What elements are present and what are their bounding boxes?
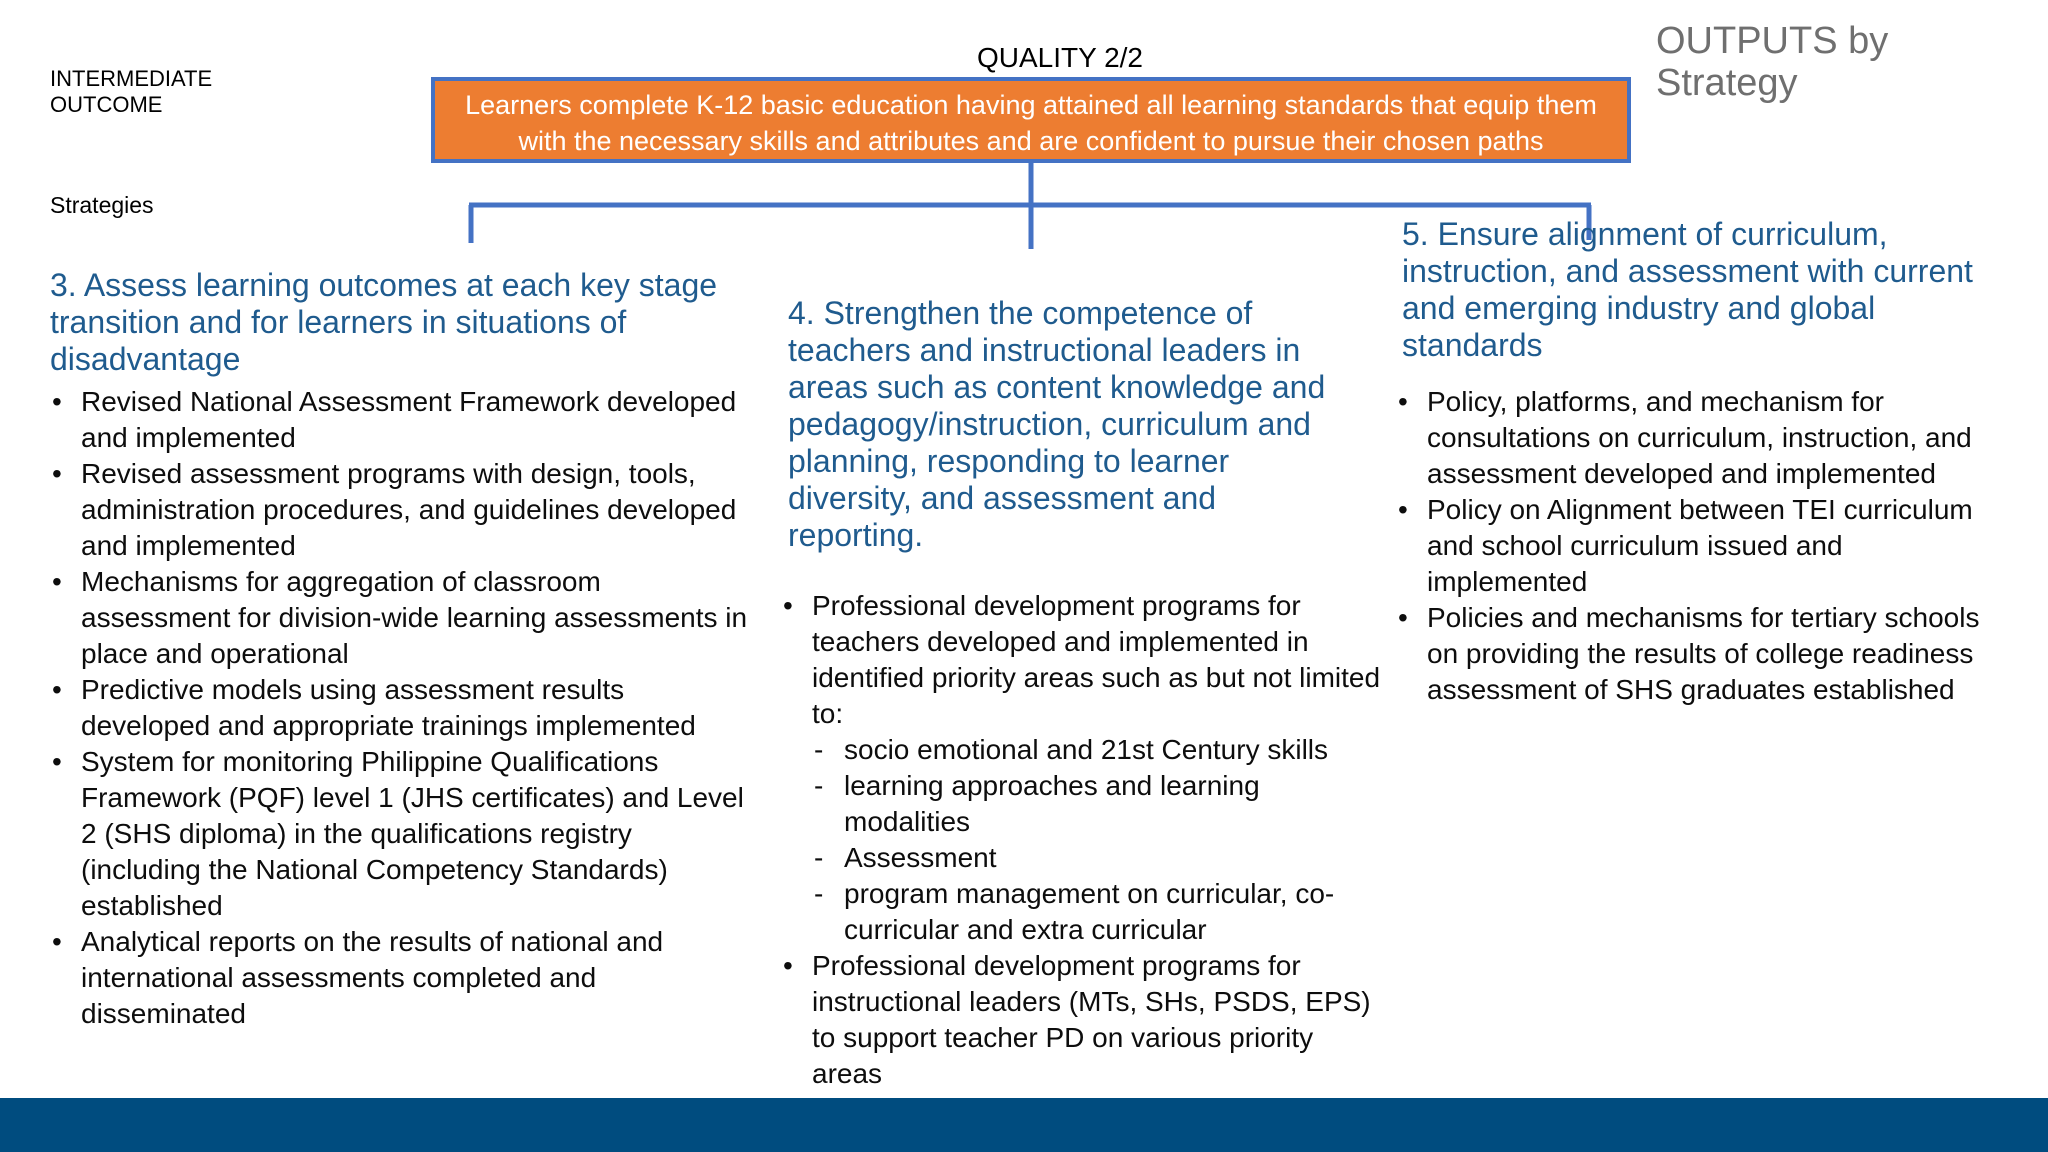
output-text: Professional development programs for instructional leaders (MTs, SHs, PSDS, EPS) to support teacher PD on various priority areas — [812, 950, 1371, 1089]
list-item — [50, 384, 750, 456]
bullet-icon: • — [52, 674, 62, 705]
output-text: Policy on Alignment between TEI curriculum and school curriculum issued and implemented — [1427, 494, 1973, 597]
strategy-4-heading: 4. Strengthen the competence of teachers and instructional leaders in areas such as content knowledge and pedagogy/instruction, curriculum and planning, responding to learner diversity, and assessment and reporting. — [788, 295, 1326, 553]
output-text: Predictive models using assessment results developed and appropriate trainings implemented — [81, 674, 696, 741]
list-item — [1396, 492, 1996, 600]
bullet-icon: • — [52, 566, 62, 597]
dash-icon: - — [814, 842, 824, 873]
output-text: Professional development programs for teachers developed and implemented in identified priority areas such as but not limited to: — [812, 590, 1381, 729]
output-text: Policy, platforms, and mechanism for consultations on curriculum, instruction, and assessment developed and implemented — [1427, 386, 1972, 489]
bullet-icon: • — [783, 590, 793, 621]
sub-list-item — [812, 732, 1381, 768]
output-text: Revised National Assessment Framework developed and implemented — [81, 386, 737, 453]
bullet-icon: • — [52, 386, 62, 417]
output-text: Revised assessment programs with design, tools, administration procedures, and guidelines developed and implemented — [81, 458, 737, 561]
dash-icon: - — [814, 770, 824, 801]
bullet-icon: • — [52, 926, 62, 957]
list-item — [50, 564, 750, 672]
sub-list — [812, 732, 1381, 948]
strategies-label: Strategies — [50, 192, 154, 218]
output-text: Analytical reports on the results of national and international assessments completed and disseminated — [81, 926, 664, 1029]
list-item — [50, 672, 750, 744]
bullet-icon: • — [1398, 494, 1408, 525]
bullet-icon: • — [1398, 386, 1408, 417]
list-item — [1396, 384, 1996, 492]
bullet-icon: • — [783, 950, 793, 981]
bullet-icon: • — [52, 458, 62, 489]
dash-icon: - — [814, 878, 824, 909]
sub-item-text: socio emotional and 21st Century skills — [844, 734, 1329, 765]
outputs-by-strategy-title: OUTPUTS by Strategy — [1656, 20, 1889, 104]
strategy-3-heading: 3. Assess learning outcomes at each key stage transition and for learners in situations of disadvantage — [50, 267, 718, 377]
sub-item-text: learning approaches and learning modalities — [844, 770, 1260, 837]
sub-list-item — [812, 876, 1381, 948]
output-text: System for monitoring Philippine Qualifications Framework (PQF) level 1 (JHS certificates) and Level 2 (SHS diploma) in the qualifications registry (including the National Competency Standards) established — [81, 746, 744, 921]
sub-item-text: program management on curricular, co-curricular and extra curricular — [844, 878, 1335, 945]
bullet-icon: • — [1398, 602, 1408, 633]
output-text: Policies and mechanisms for tertiary schools on providing the results of college readiness assessment of SHS graduates established — [1427, 602, 1980, 705]
output-text: Mechanisms for aggregation of classroom assessment for division-wide learning assessments in place and operational — [81, 566, 748, 669]
strategy-4-outputs — [781, 588, 1381, 1092]
list-item — [50, 744, 750, 924]
list-item — [781, 948, 1381, 1092]
strategy-5-outputs — [1396, 384, 1996, 708]
strategy-5-heading: 5. Ensure alignment of curriculum, instruction, and assessment with current and emerging industry and global standards — [1402, 216, 1973, 363]
outcome-text: Learners complete K-12 basic education having attained all learning standards that equip them with the necessary skills and attributes and are confident to pursue their chosen paths — [465, 89, 1597, 156]
list-item — [50, 924, 750, 1032]
strategy-3-outputs — [50, 384, 750, 1032]
list-item — [50, 456, 750, 564]
dash-icon: - — [814, 734, 824, 765]
intermediate-outcome-label: INTERMEDIATE OUTCOME — [50, 66, 213, 117]
list-item — [1396, 600, 1996, 708]
bullet-icon: • — [52, 746, 62, 777]
page-title: QUALITY 2/2 — [976, 42, 1143, 73]
footer-band — [0, 1098, 2048, 1152]
list-item — [781, 588, 1381, 948]
sub-list-item — [812, 768, 1381, 840]
sub-list-item — [812, 840, 1381, 876]
sub-item-text: Assessment — [844, 842, 997, 873]
